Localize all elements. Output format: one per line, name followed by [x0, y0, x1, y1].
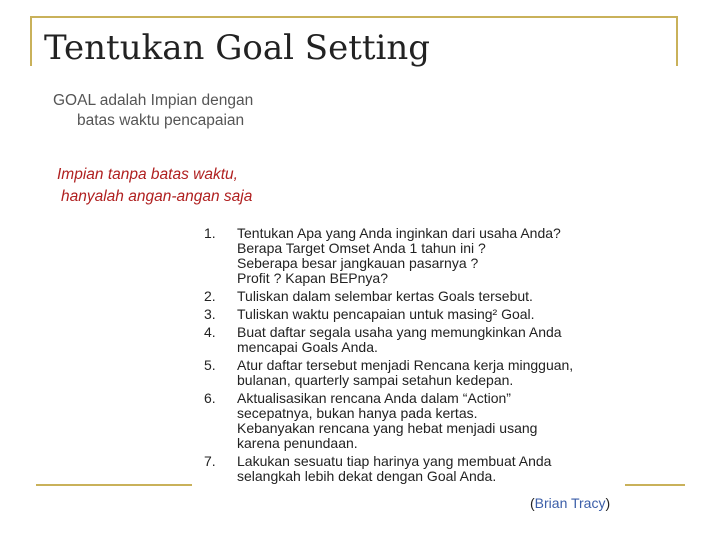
author-paren-open: (: [530, 495, 535, 511]
step-line: Berapa Target Omset Anda 1 tahun ini ?: [237, 240, 486, 256]
step-number: 7.: [204, 453, 216, 469]
frame-right-line: [676, 16, 678, 66]
step-line: secepatnya, bukan hanya pada kertas.: [237, 405, 478, 421]
step-number: 3.: [204, 306, 216, 322]
impian-quote: [57, 164, 252, 208]
step-text: [237, 289, 626, 304]
author-name: Brian Tracy: [534, 495, 606, 511]
step-line: Tuliskan dalam selembar kertas Goals tersebut.: [237, 288, 533, 304]
step-line: selangkah lebih dekat dengan Goal Anda.: [237, 468, 497, 484]
goal-definition-line: GOAL adalah Impian dengan: [53, 92, 254, 109]
step-line: mencapai Goals Anda.: [237, 339, 378, 355]
step-item: [196, 358, 626, 388]
step-line: Seberapa besar jangkauan pasarnya ?: [237, 255, 479, 271]
step-text: [237, 391, 626, 451]
step-item: [196, 454, 626, 484]
step-text: [237, 325, 626, 355]
step-item: [196, 307, 626, 322]
frame-left-line: [30, 16, 32, 66]
step-text: [237, 358, 626, 388]
step-text: [237, 454, 626, 484]
step-line: Profit ? Kapan BEPnya?: [237, 270, 388, 286]
steps-list: [196, 226, 626, 484]
step-line: Buat daftar segala usaha yang memungkinkan Anda: [237, 324, 562, 340]
goal-definition-line: batas waktu pencapaian: [77, 112, 245, 129]
step-line: Aktualisasikan rencana Anda dalam “Action”: [237, 390, 511, 406]
author-credit: [530, 495, 610, 511]
step-number: 1.: [204, 225, 216, 241]
goal-definition: [53, 91, 253, 131]
step-line: bulanan, quarterly sampai setahun kedepan.: [237, 372, 514, 388]
step-line: karena penundaan.: [237, 435, 358, 451]
step-line: Lakukan sesuatu tiap harinya yang membuat Anda: [237, 453, 552, 469]
step-text: [237, 226, 626, 286]
step-line: Kebanyakan rencana yang hebat menjadi usang: [237, 420, 538, 436]
slide-title: Tentukan Goal Setting: [44, 28, 431, 68]
step-line: Atur daftar tersebut menjadi Rencana kerja mingguan,: [237, 357, 574, 373]
step-line: Tuliskan waktu pencapaian untuk masing² Goal.: [237, 306, 535, 322]
author-paren-close: ): [605, 495, 611, 511]
frame-top-line: [30, 16, 678, 18]
impian-quote-line: hanyalah angan-angan saja: [61, 188, 253, 205]
step-item: [196, 325, 626, 355]
step-number: 2.: [204, 288, 216, 304]
impian-quote-line: Impian tanpa batas waktu,: [57, 166, 238, 183]
step-number: 6.: [204, 390, 216, 406]
step-item: [196, 289, 626, 304]
step-number: 5.: [204, 357, 216, 373]
frame-bottom-right-line: [625, 484, 685, 486]
frame-bottom-left-line: [36, 484, 192, 486]
step-line: Tentukan Apa yang Anda inginkan dari usaha Anda?: [237, 225, 561, 241]
step-text: [237, 307, 626, 322]
step-item: [196, 391, 626, 451]
step-item: [196, 226, 626, 286]
step-number: 4.: [204, 324, 216, 340]
